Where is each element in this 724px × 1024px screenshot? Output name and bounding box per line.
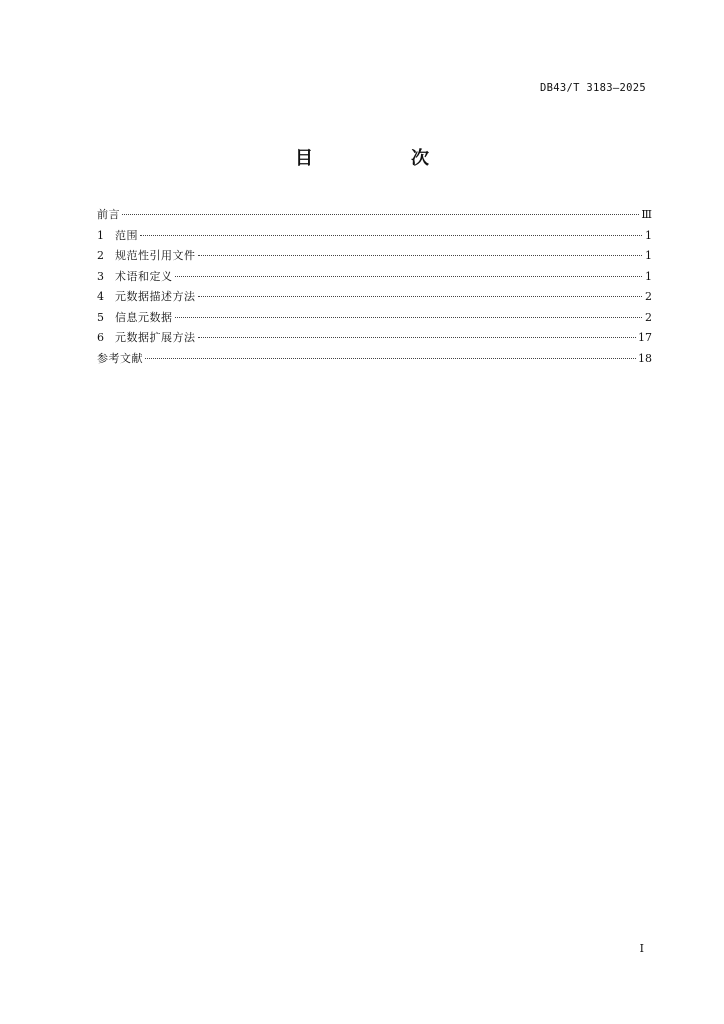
toc-entry-number: 1 (97, 228, 104, 242)
toc-entry-label: 元数据扩展方法 (115, 331, 196, 344)
toc-entry-page: 2 (645, 310, 652, 324)
toc-entry-label: 参考文献 (97, 351, 143, 365)
toc-entry-scope[interactable] (97, 226, 652, 247)
toc-entry-normative-references[interactable] (97, 246, 652, 267)
toc-entry-page: 17 (638, 331, 652, 344)
page-number: I (639, 942, 644, 955)
toc-entry-page: 1 (645, 249, 652, 262)
toc-entry-terms-definitions[interactable] (97, 267, 652, 288)
toc-entry-bibliography[interactable] (97, 349, 652, 370)
toc-leader-dots (198, 296, 643, 297)
table-of-contents (97, 205, 652, 369)
toc-entry-label: 规范性引用文件 (115, 249, 196, 262)
toc-entry-page: 2 (645, 290, 652, 303)
toc-leader-dots (140, 235, 642, 236)
toc-entry-number: 5 (97, 310, 104, 324)
page-title: 目 次 (295, 148, 469, 169)
toc-entry-number: 3 (97, 269, 104, 283)
toc-leader-dots (122, 214, 639, 215)
toc-entry-foreword[interactable] (97, 205, 652, 226)
toc-entry-page: Ⅲ (641, 208, 652, 221)
toc-leader-dots (198, 255, 643, 256)
standard-code: DB43/T 3183—2025 (540, 82, 646, 94)
toc-leader-dots (198, 337, 637, 338)
toc-entry-page: 1 (645, 228, 652, 242)
toc-entry-label: 范围 (115, 228, 138, 242)
toc-entry-number: 2 (97, 249, 104, 262)
toc-entry-label: 术语和定义 (115, 269, 173, 283)
toc-entry-label: 信息元数据 (115, 310, 173, 324)
toc-entry-metadata-description[interactable] (97, 287, 652, 308)
toc-entry-metadata-extension[interactable] (97, 328, 652, 349)
toc-entry-number: 6 (97, 331, 104, 344)
toc-entry-label: 元数据描述方法 (115, 290, 196, 303)
toc-entry-number: 4 (97, 290, 104, 303)
toc-leader-dots (175, 317, 643, 318)
toc-entry-label: 前言 (97, 208, 120, 221)
toc-entry-page: 18 (638, 351, 652, 365)
toc-leader-dots (145, 358, 636, 359)
toc-entry-page: 1 (645, 269, 652, 283)
toc-entry-information-metadata[interactable] (97, 308, 652, 329)
toc-leader-dots (175, 276, 643, 277)
